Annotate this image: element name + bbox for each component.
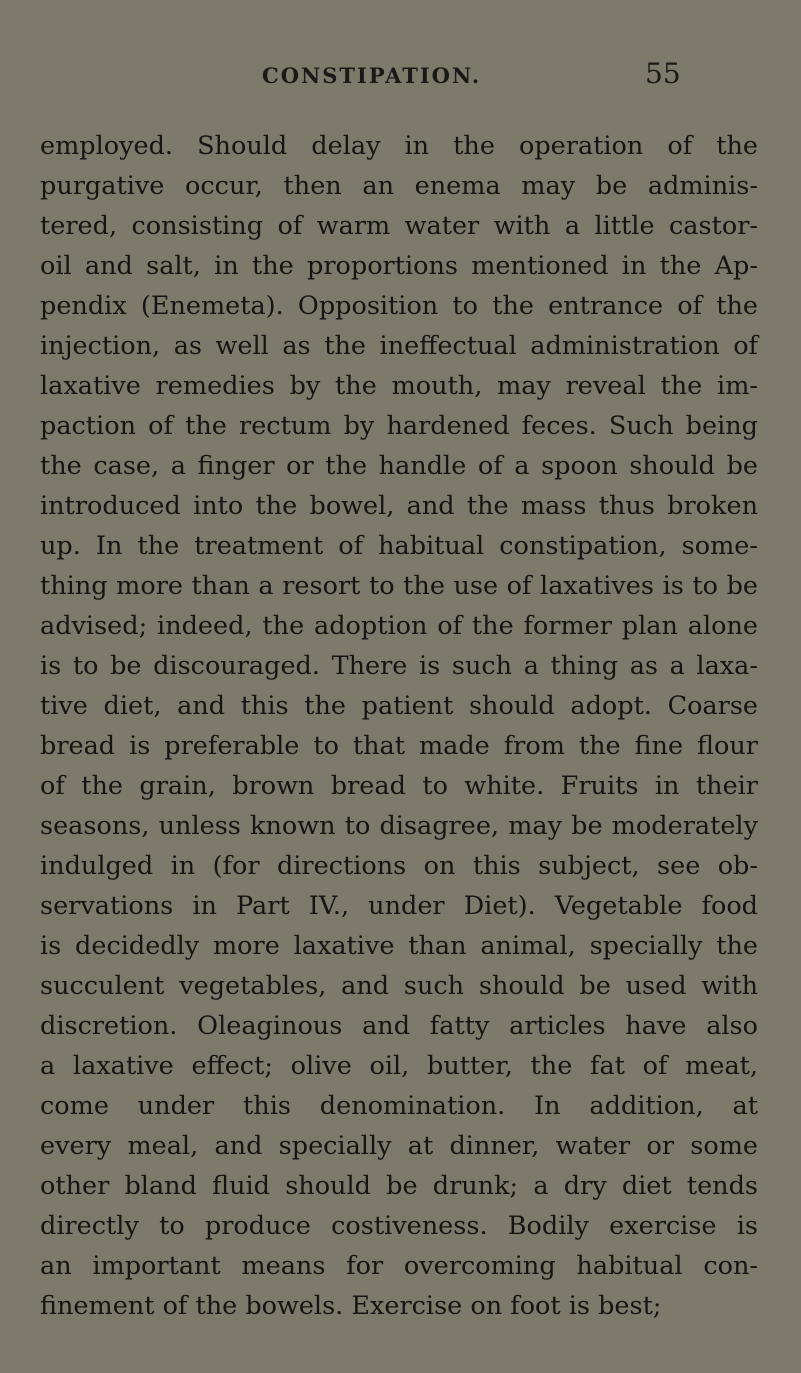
text-line: seasons, unless known to disagree, may be moderately: [40, 811, 758, 841]
text-line: thing more than a resort to the use of laxatives is to be: [40, 571, 758, 601]
text-line: indulged in (for directions on this subject, see ob-: [40, 851, 758, 881]
running-head: CONSTIPATION.: [262, 63, 482, 88]
text-line: up. In the treatment of habitual constipation, some-: [40, 531, 758, 561]
text-line: is decidedly more laxative than animal, specially the: [40, 931, 758, 961]
text-line: bread is preferable to that made from the fine flour: [40, 731, 758, 761]
text-line: other bland fluid should be drunk; a dry diet tends: [40, 1171, 758, 1201]
text-line: injection, as well as the ineffectual administration of: [40, 331, 758, 361]
text-line: succulent vegetables, and such should be used with: [40, 971, 758, 1001]
text-line: is to be discouraged. There is such a thing as a laxa-: [40, 651, 758, 681]
text-line: paction of the rectum by hardened feces. Such being: [40, 411, 758, 441]
text-line: pendix (Enemeta). Opposition to the entrance of the: [40, 291, 758, 321]
text-line: a laxative effect; olive oil, butter, the fat of meat,: [40, 1051, 758, 1081]
text-line: oil and salt, in the proportions mentioned in the Ap-: [40, 251, 758, 281]
text-line: directly to produce costiveness. Bodily exercise is: [40, 1211, 758, 1241]
text-line: of the grain, brown bread to white. Fruits in their: [40, 771, 758, 801]
text-line: laxative remedies by the mouth, may reveal the im-: [40, 371, 758, 401]
text-line: the case, a finger or the handle of a spoon should be: [40, 451, 758, 481]
text-line: an important means for overcoming habitual con-: [40, 1251, 758, 1281]
page-header: [0, 57, 801, 97]
text-line: discretion. Oleaginous and fatty articles have also: [40, 1011, 758, 1041]
text-line: advised; indeed, the adoption of the former plan alone: [40, 611, 758, 641]
text-line: tered, consisting of warm water with a little castor-: [40, 211, 758, 241]
text-line: every meal, and specially at dinner, water or some: [40, 1131, 758, 1161]
text-line: servations in Part IV., under Diet). Vegetable food: [40, 891, 758, 921]
text-line: come under this denomination. In addition, at: [40, 1091, 758, 1121]
text-line: finement of the bowels. Exercise on foot is best;: [40, 1291, 662, 1321]
text-line: tive diet, and this the patient should adopt. Coarse: [40, 691, 758, 721]
text-line: purgative occur, then an enema may be adminis-: [40, 171, 758, 201]
text-line: introduced into the bowel, and the mass thus broken: [40, 491, 758, 521]
page-number: 55: [645, 57, 681, 90]
text-line: employed. Should delay in the operation of the: [40, 131, 758, 161]
